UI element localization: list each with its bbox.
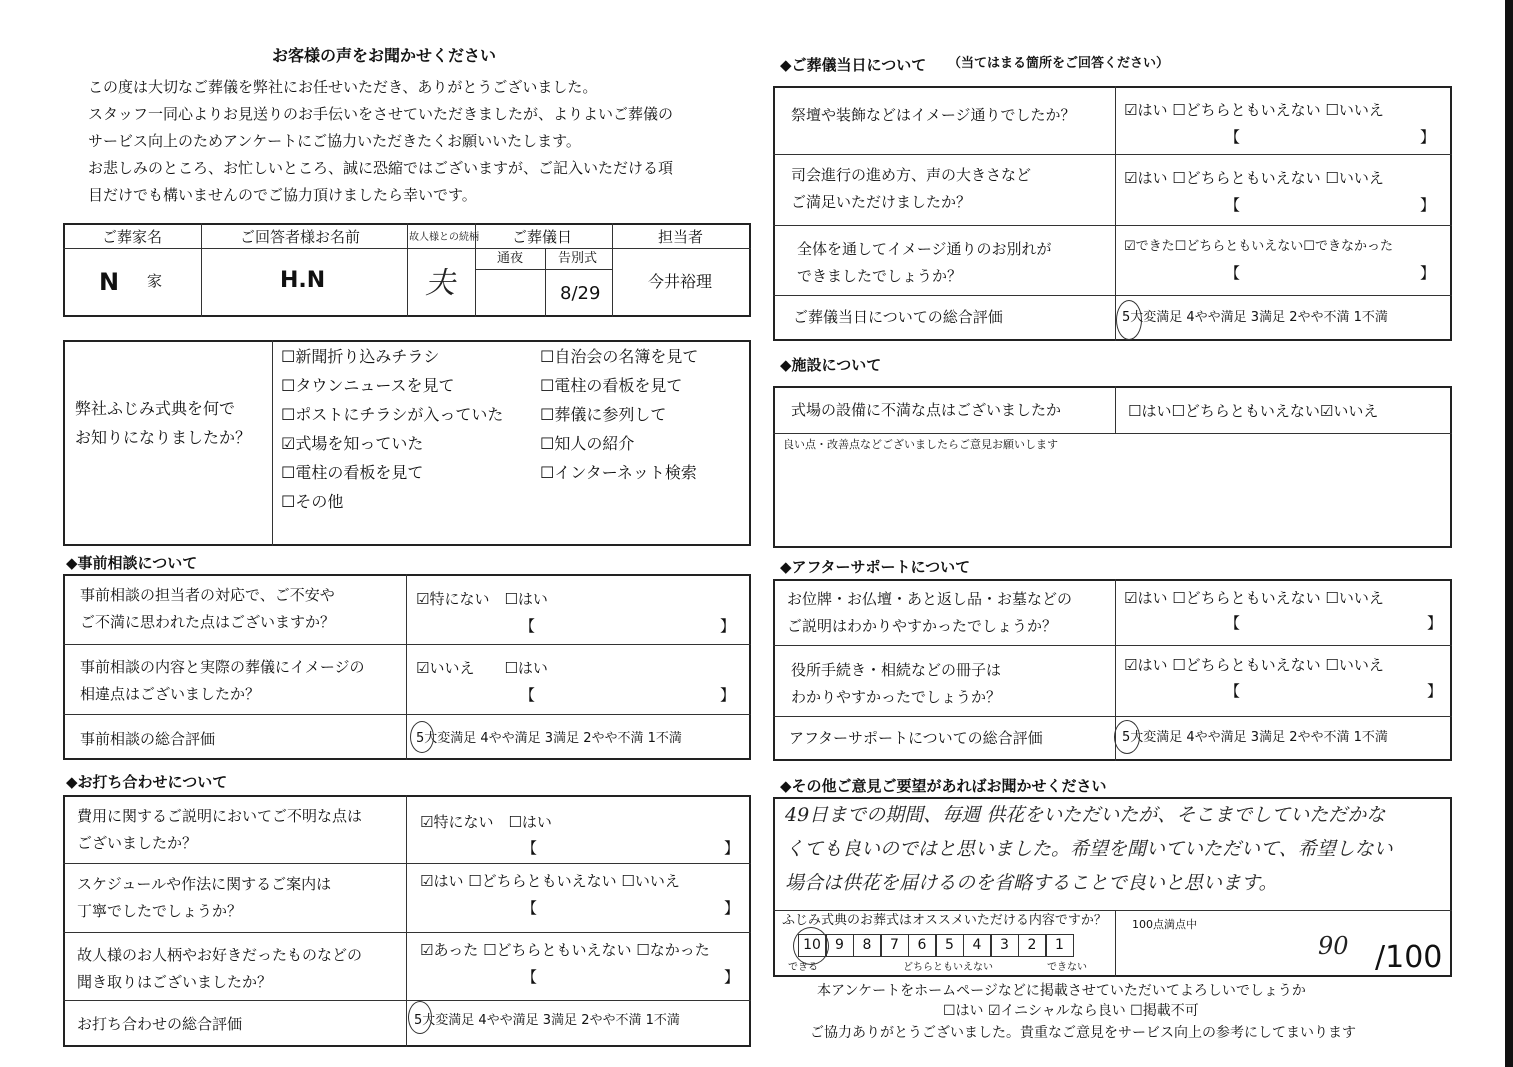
scale-cell[interactable]: 6 xyxy=(908,934,937,957)
question-text: できましたでしょうか？ xyxy=(797,267,963,285)
question-text: 事前相談の内容と実際の葬儀にイメージの xyxy=(80,658,365,676)
question-text: 事前相談の総合評価 xyxy=(80,730,216,748)
bracket-close: 】 xyxy=(1420,128,1436,146)
relation-value: 夫 xyxy=(425,266,455,301)
publish-options[interactable]: ☐はい ☑イニシャルなら良い ☐掲載不可 xyxy=(943,1003,1199,1019)
scale-cell[interactable]: 1 xyxy=(1045,934,1074,957)
answer-options[interactable]: ☑はい ☐どちらともいえない ☐いいえ xyxy=(420,872,680,890)
recommend-scale xyxy=(799,934,1074,957)
section-header: ◆事前相談について xyxy=(66,554,198,572)
answer-options[interactable]: ☑あった ☐どちらともいえない ☐なかった xyxy=(420,941,710,959)
scale-mid-label: どちらともいえない xyxy=(903,962,993,973)
section-header: ◆お打ち合わせについて xyxy=(66,773,228,791)
bracket-close: 】 xyxy=(1427,682,1443,700)
scale-cell[interactable]: 10 xyxy=(798,934,827,957)
source-option[interactable]: ☐電柱の看板を見て xyxy=(540,376,683,395)
section-header: ◆施設について xyxy=(780,356,882,374)
answer-options[interactable]: ☑はい ☐どちらともいえない ☐いいえ xyxy=(1124,169,1384,187)
handwritten-comment: 49日までの期間、毎週 供花をいただいたが、そこまでしていただかな xyxy=(785,804,1386,826)
question-text: 費用に関するご説明においてご不明な点は xyxy=(77,807,363,825)
scale-cell[interactable]: 2 xyxy=(1018,934,1047,957)
tsuya-header: 通夜 xyxy=(497,251,524,266)
bracket-open: 【 xyxy=(522,899,538,917)
question-text: 司会進行の進め方、声の大きさなど xyxy=(791,166,1032,184)
scale-cell[interactable]: 9 xyxy=(825,934,854,957)
respondent-header: ご回答者様お名前 xyxy=(240,228,361,246)
answer-options[interactable]: ☑はい ☐どちらともいえない ☐いいえ xyxy=(1124,101,1384,119)
source-option[interactable]: ☐タウンニュースを見て xyxy=(281,376,455,395)
question-text: お位牌・お仏壇・あと返し品・お墓などの xyxy=(787,590,1073,608)
bracket-close: 】 xyxy=(1420,264,1436,282)
scale-cell[interactable]: 3 xyxy=(990,934,1019,957)
source-option[interactable]: ☐葬儀に参列して xyxy=(540,405,667,424)
question-text: 事前相談の担当者の対応で、ご不安や xyxy=(80,586,335,604)
source-question: 弊社ふじみ式典を何で xyxy=(75,399,236,418)
question-text: わかりやすかったでしょうか？ xyxy=(791,688,1002,706)
day-table xyxy=(773,86,1452,341)
rating-circle xyxy=(1116,300,1142,340)
question-text: 全体を通してイメージ通りのお別れが xyxy=(797,240,1052,258)
rating-scale[interactable]: 5大変満足 4やや満足 3満足 2やや不満 1不満 xyxy=(1122,310,1388,325)
scale-cell[interactable]: 8 xyxy=(853,934,882,957)
answer-options[interactable]: ☑いいえ ☐はい xyxy=(416,659,548,677)
recommend-circle xyxy=(793,927,829,965)
bracket-open: 【 xyxy=(1225,682,1241,700)
scan-edge xyxy=(1505,0,1513,1067)
question-text: ご説明はわかりやすかったでしょうか？ xyxy=(787,617,1058,635)
source-option[interactable]: ☐新聞折り込みチラシ xyxy=(281,347,440,366)
question-text: 相違点はございましたか？ xyxy=(80,685,261,703)
bracket-close: 】 xyxy=(724,968,740,986)
family-suffix: 家 xyxy=(147,272,163,290)
date-header: ご葬儀日 xyxy=(512,228,573,246)
bracket-close: 】 xyxy=(1427,614,1443,632)
staff-value: 今井裕理 xyxy=(648,272,713,291)
question-text: ご不満に思われた点はございますか？ xyxy=(80,613,336,631)
question-text: 祭壇や装飾などはイメージ通りでしたか？ xyxy=(791,106,1076,124)
source-option[interactable]: ☐インターネット検索 xyxy=(540,463,697,482)
bracket-open: 【 xyxy=(520,686,536,704)
bracket-open: 【 xyxy=(1225,128,1241,146)
staff-header: 担当者 xyxy=(658,228,704,246)
answer-options[interactable]: ☑はい ☐どちらともいえない ☐いいえ xyxy=(1124,656,1384,674)
source-question: お知りになりましたか？ xyxy=(75,428,252,447)
survey-title: お客様の声をお聞かせください xyxy=(272,46,497,65)
question-text: 聞き取りはございましたか？ xyxy=(77,973,273,991)
bracket-close: 】 xyxy=(720,617,736,635)
scale-cell[interactable]: 4 xyxy=(963,934,992,957)
intro-line: スタッフ一同心よりお見送りのお手伝いをさせていただきましたが、よりよいご葬儀の xyxy=(88,105,674,123)
comment-label: 良い点・改善点などございましたらご意見お願いします xyxy=(783,438,1058,451)
source-option[interactable]: ☐知人の紹介 xyxy=(540,434,635,453)
scale-cell[interactable]: 5 xyxy=(935,934,964,957)
bracket-open: 【 xyxy=(522,839,538,857)
question-text: ご満足いただけましたか？ xyxy=(791,193,972,211)
thanks-text: ご協力ありがとうございました。貴重なご意見をサービス向上の参考にしてまいります xyxy=(810,1025,1356,1041)
score-value: 90 xyxy=(1318,932,1349,960)
rating-scale[interactable]: 5大変満足 4やや満足 3満足 2やや不満 1不満 xyxy=(1122,730,1388,745)
answer-options[interactable]: ☐はい☐どちらともいえない☑いいえ xyxy=(1128,402,1379,420)
section-note: （当てはまる箇所をご回答ください） xyxy=(948,56,1170,71)
rating-circle xyxy=(408,1001,432,1034)
intro-line: 目だけでも構いませんのでご協力頂けましたら幸いです。 xyxy=(88,186,477,204)
question-text: 丁寧でしたでしょうか？ xyxy=(77,902,243,920)
answer-options[interactable]: ☑はい ☐どちらともいえない ☐いいえ xyxy=(1124,589,1384,607)
bracket-close: 】 xyxy=(724,839,740,857)
respondent-name-value: H.N xyxy=(280,268,326,293)
score-total: /100 xyxy=(1375,940,1443,975)
intro-line: この度は大切なご葬儀を弊社にお任せいただき、ありがとうございました。 xyxy=(88,78,598,96)
source-option[interactable]: ☐ポストにチラシが入っていた xyxy=(281,405,504,424)
answer-options[interactable]: ☑できた☐どちらともいえない☐できなかった xyxy=(1124,239,1393,254)
bracket-close: 】 xyxy=(1420,196,1436,214)
scale-cell[interactable]: 7 xyxy=(880,934,909,957)
section-header: ◆アフターサポートについて xyxy=(780,558,971,576)
kokubetsu-header: 告別式 xyxy=(558,251,598,266)
answer-options[interactable]: ☑特にない ☐はい xyxy=(416,590,548,608)
question-text: アフターサポートについての総合評価 xyxy=(789,729,1043,747)
bracket-close: 】 xyxy=(720,686,736,704)
bracket-close: 】 xyxy=(724,899,740,917)
source-option[interactable]: ☐電柱の看板を見て xyxy=(281,463,424,482)
source-option[interactable]: ☑式場を知っていた xyxy=(281,434,424,453)
family-header: ご葬家名 xyxy=(102,228,163,246)
section-header: ◆ご葬儀当日について xyxy=(780,56,927,74)
scale-right-label: できない xyxy=(1047,962,1087,973)
rating-circle xyxy=(410,721,434,753)
question-text: 故人様のお人柄やお好きだったものなどの xyxy=(77,946,363,964)
meeting-table xyxy=(63,795,751,1047)
bracket-open: 【 xyxy=(1225,196,1241,214)
publish-question: 本アンケートをホームページなどに掲載させていただいてよろしいでしょうか xyxy=(817,983,1306,999)
bracket-open: 【 xyxy=(1225,614,1241,632)
bracket-open: 【 xyxy=(1225,264,1241,282)
rating-circle xyxy=(1114,720,1140,754)
bracket-open: 【 xyxy=(520,617,536,635)
question-text: ご葬儀当日についての総合評価 xyxy=(793,308,1003,326)
handwritten-comment: 場合は供花を届けるのを省略することで良いと思います。 xyxy=(785,872,1278,894)
rating-scale[interactable]: 5大変満足 4やや満足 3満足 2やや不満 1不満 xyxy=(414,1013,680,1028)
recommend-question: ふじみ式典のお葬式はオススメいただける内容ですか？ xyxy=(782,913,1107,928)
question-text: ございましたか？ xyxy=(77,834,198,852)
source-option[interactable]: ☐その他 xyxy=(281,492,344,511)
question-text: 役所手続き・相続などの冊子は xyxy=(791,661,1002,679)
answer-options[interactable]: ☑特にない ☐はい xyxy=(420,813,552,831)
relation-header: 故人様との続柄 xyxy=(409,232,479,243)
rating-scale[interactable]: 5大変満足 4やや満足 3満足 2やや不満 1不満 xyxy=(416,731,682,746)
handwritten-comment: くても良いのではと思いました。希望を聞いていただいて、希望しない xyxy=(785,838,1393,860)
intro-line: お悲しみのところ、お忙しいところ、誠に恐縮ではございますが、ご記入いただける項 xyxy=(88,159,674,177)
section-header: ◆その他ご意見ご要望があればお聞かせください xyxy=(780,777,1107,795)
question-text: お打ち合わせの総合評価 xyxy=(77,1015,243,1033)
family-name-value: N xyxy=(99,268,120,296)
score-label: 100点満点中 xyxy=(1132,918,1197,931)
bracket-open: 【 xyxy=(522,968,538,986)
question-text: 式場の設備に不満な点はございましたか xyxy=(791,401,1062,419)
source-option[interactable]: ☐自治会の名簿を見て xyxy=(540,347,699,366)
kokubetsu-value: 8/29 xyxy=(560,283,601,304)
question-text: スケジュールや作法に関するご案内は xyxy=(77,875,332,893)
intro-line: サービス向上のためアンケートにご協力いただきたくお願いいたします。 xyxy=(88,132,581,150)
scale-left-label: できる xyxy=(788,962,818,973)
